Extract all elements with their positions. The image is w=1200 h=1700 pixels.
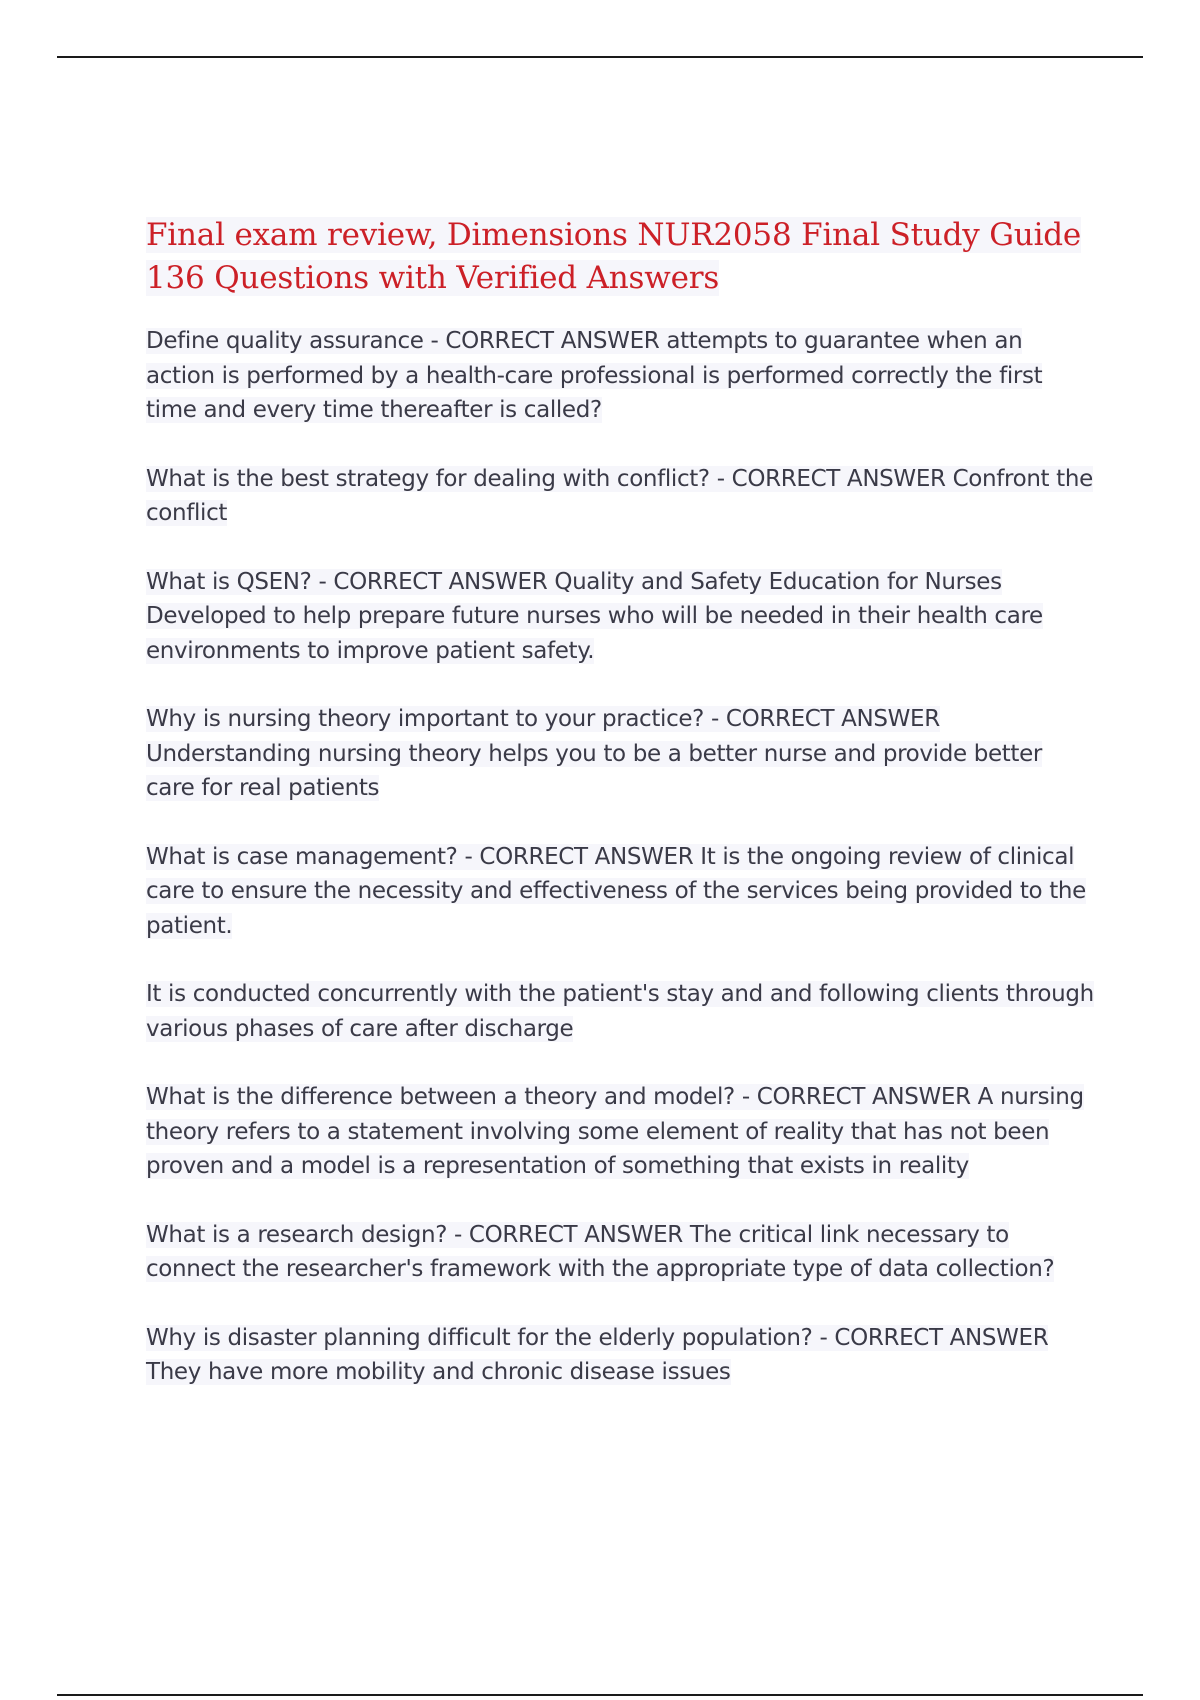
qa-entry: Why is disaster planning difficult for the elderly population? - CORRECT ANSWER They have more mobility and chronic disease issues [146, 1324, 1049, 1385]
top-rule [57, 56, 1143, 58]
qa-entry-continuation: It is conducted concurrently with the patient's stay and and following clients through various phases of care after discharge [146, 981, 1094, 1042]
bottom-rule [57, 1694, 1143, 1696]
qa-entry: Why is nursing theory important to your practice? - CORRECT ANSWER Understanding nursing theory helps you to be a better nurse and provide better care for real patients [146, 706, 1043, 801]
qa-entry: What is a research design? - CORRECT ANSWER The critical link necessary to connect the researcher's framework with the appropriate type of data collection? [146, 1221, 1055, 1282]
qa-entry: What is the best strategy for dealing with conflict? - CORRECT ANSWER Confront the conflict [146, 465, 1093, 526]
document-title: Final exam review, Dimensions NUR2058 Final Study Guide 136 Questions with Verified Answers [146, 217, 1082, 296]
qa-entry: What is case management? - CORRECT ANSWER It is the ongoing review of clinical care to ensure the necessity and effectiveness of the services being provided to the patient. [146, 843, 1086, 939]
qa-entry: What is the difference between a theory and model? - CORRECT ANSWER A nursing theory refers to a statement involving some element of reality that has not been proven and a model is a representation of something that exists in reality [146, 1084, 1084, 1179]
document-body [146, 214, 1096, 1424]
qa-entry: What is QSEN? - CORRECT ANSWER Quality and Safety Education for Nurses Developed to help prepare future nurses who will be needed in their health care environments to improve patient safety. [146, 568, 1043, 664]
qa-entry: Define quality assurance - CORRECT ANSWER attempts to guarantee when an action is performed by a health-care professional is performed correctly the first time and every time thereafter is called? [146, 328, 1043, 423]
